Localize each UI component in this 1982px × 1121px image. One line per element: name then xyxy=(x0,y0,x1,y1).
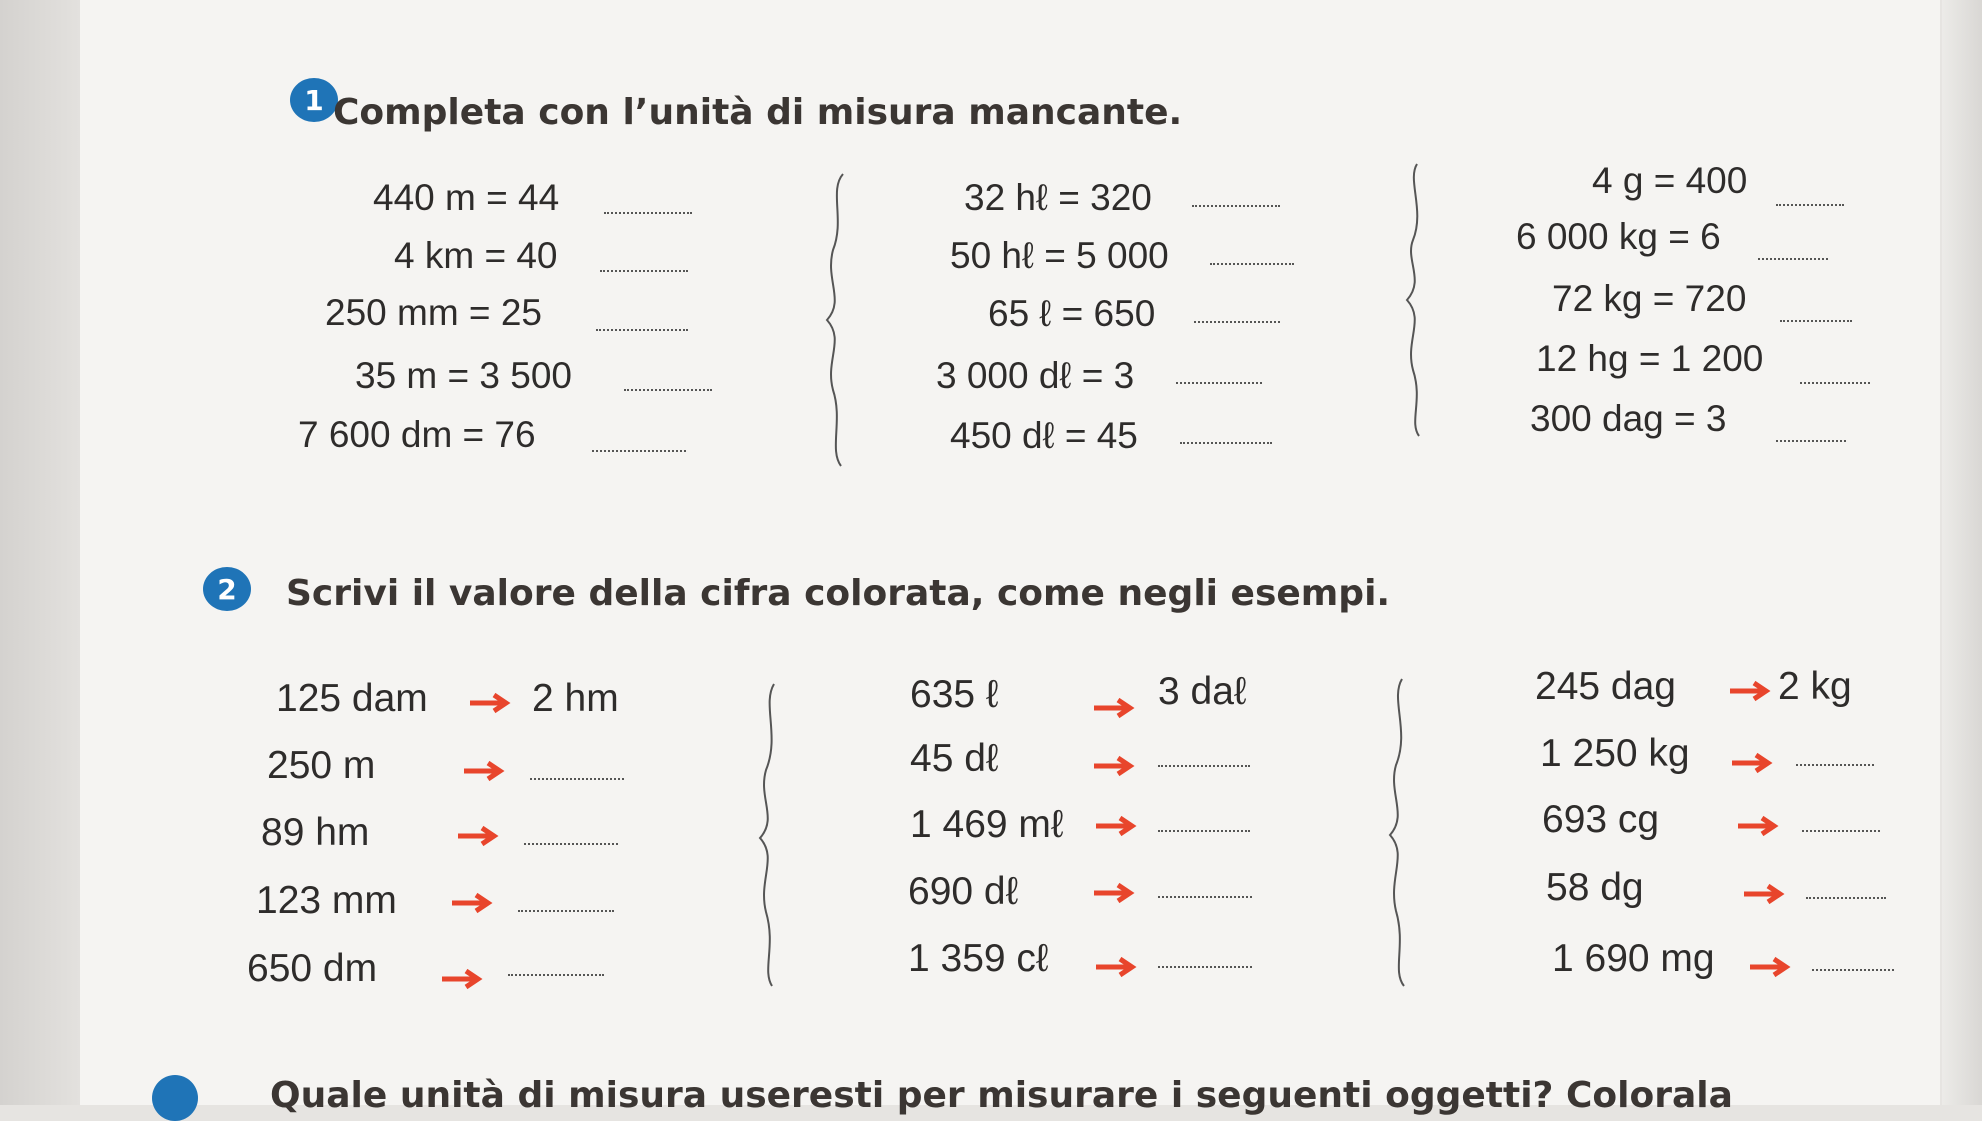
ex1-equation: 450 dℓ = 45 xyxy=(950,415,1138,456)
arrow-right-icon xyxy=(456,825,500,847)
arrow-right-icon xyxy=(1730,752,1774,774)
ex2-answer-blank[interactable] xyxy=(1812,969,1894,971)
ex1-equation: 72 kg = 720 xyxy=(1552,278,1747,319)
arrow-right-icon xyxy=(1736,815,1780,837)
brace-separator xyxy=(1378,675,1418,990)
ex2-answer-blank[interactable] xyxy=(1158,896,1252,898)
ex1-equation: 4 g = 400 xyxy=(1592,160,1748,201)
ex1-answer-blank[interactable] xyxy=(1800,382,1870,384)
ex1-equation: 250 mm = 25 xyxy=(325,292,542,333)
ex1-equation: 4 km = 40 xyxy=(394,235,558,276)
ex2-quantity: 245 dag xyxy=(1535,665,1676,708)
ex2-quantity: 635 ℓ xyxy=(910,673,999,716)
ex2-answer: 3 daℓ xyxy=(1158,670,1247,713)
arrow-right-icon xyxy=(450,892,494,914)
ex1-equation: 35 m = 3 500 xyxy=(355,355,573,396)
ex1-answer-blank[interactable] xyxy=(1194,321,1280,323)
ex2-quantity: 123 mm xyxy=(256,879,397,922)
arrow-right-icon xyxy=(1094,956,1138,978)
ex2-quantity: 1 250 kg xyxy=(1540,732,1690,775)
exercise-2-number-badge: 2 xyxy=(203,567,251,611)
ex2-quantity: 690 dℓ xyxy=(908,870,1019,913)
ex1-equation: 3 000 dℓ = 3 xyxy=(936,355,1135,396)
arrow-right-icon xyxy=(1092,755,1136,777)
ex1-equation: 65 ℓ = 650 xyxy=(988,293,1156,334)
ex1-answer-blank[interactable] xyxy=(592,450,686,452)
ex1-answer-blank[interactable] xyxy=(596,329,688,331)
ex1-equation: 32 hℓ = 320 xyxy=(964,177,1152,218)
arrow-right-icon xyxy=(462,760,506,782)
ex2-quantity: 58 dg xyxy=(1546,866,1644,909)
ex1-equation: 440 m = 44 xyxy=(373,177,560,218)
arrow-right-icon xyxy=(440,968,484,990)
arrow-right-icon xyxy=(1092,882,1136,904)
arrow-right-icon xyxy=(1092,697,1136,719)
ex2-answer-blank[interactable] xyxy=(1806,897,1886,899)
ex2-quantity: 89 hm xyxy=(261,811,370,854)
ex2-answer-blank[interactable] xyxy=(1796,764,1874,766)
ex1-answer-blank[interactable] xyxy=(1180,442,1272,444)
ex1-answer-blank[interactable] xyxy=(624,389,712,391)
brace-separator xyxy=(815,170,855,470)
exercise-3-number-badge xyxy=(152,1075,198,1121)
ex1-answer-blank[interactable] xyxy=(1176,382,1262,384)
ex2-quantity: 650 dm xyxy=(247,947,378,990)
ex2-answer-blank[interactable] xyxy=(1158,966,1252,968)
ex2-answer-blank[interactable] xyxy=(518,910,614,912)
ex2-quantity: 125 dam xyxy=(276,677,428,720)
ex1-equation: 12 hg = 1 200 xyxy=(1536,338,1764,379)
ex2-quantity: 1 469 mℓ xyxy=(910,803,1064,846)
exercise-1-instruction: Completa con l’unità di misura mancante. xyxy=(333,92,1183,133)
ex1-equation: 6 000 kg = 6 xyxy=(1516,216,1721,257)
ex2-answer-blank[interactable] xyxy=(1158,765,1250,767)
exercise-1-number-badge: 1 xyxy=(290,78,338,122)
ex1-answer-blank[interactable] xyxy=(600,270,688,272)
ex2-answer-blank[interactable] xyxy=(530,778,624,780)
ex1-equation: 50 hℓ = 5 000 xyxy=(950,235,1169,276)
ex1-equation: 7 600 dm = 76 xyxy=(298,414,536,455)
ex2-quantity: 693 cg xyxy=(1542,798,1660,841)
brace-separator xyxy=(1395,160,1435,440)
page-edge-shadow xyxy=(0,0,80,1105)
ex1-answer-blank[interactable] xyxy=(1210,263,1294,265)
page-fold-shadow xyxy=(1942,0,1982,1105)
ex2-answer-blank[interactable] xyxy=(1158,830,1250,832)
arrow-right-icon xyxy=(1748,956,1792,978)
ex1-answer-blank[interactable] xyxy=(1192,205,1280,207)
ex1-answer-blank[interactable] xyxy=(1758,258,1828,260)
ex1-answer-blank[interactable] xyxy=(1776,440,1846,442)
arrow-right-icon xyxy=(1728,680,1772,702)
ex2-quantity: 1 359 cℓ xyxy=(908,937,1049,980)
ex2-answer: 2 kg xyxy=(1778,665,1852,708)
exercise-2-instruction: Scrivi il valore della cifra colorata, come negli esempi. xyxy=(286,573,1391,614)
ex2-quantity: 1 690 mg xyxy=(1552,937,1715,980)
arrow-right-icon xyxy=(468,692,512,714)
ex2-answer-blank[interactable] xyxy=(1802,830,1880,832)
ex1-equation: 300 dag = 3 xyxy=(1530,398,1727,439)
arrow-right-icon xyxy=(1742,883,1786,905)
ex2-quantity: 250 m xyxy=(267,744,376,787)
ex1-answer-blank[interactable] xyxy=(1776,204,1844,206)
arrow-right-icon xyxy=(1094,815,1138,837)
ex1-answer-blank[interactable] xyxy=(604,212,692,214)
ex2-answer: 2 hm xyxy=(532,677,619,720)
brace-separator xyxy=(748,680,788,990)
ex1-answer-blank[interactable] xyxy=(1780,320,1852,322)
exercise-3-instruction: Quale unità di misura useresti per misurare i seguenti oggetti? Colorala xyxy=(270,1075,1733,1116)
ex2-answer-blank[interactable] xyxy=(524,843,618,845)
ex2-quantity: 45 dℓ xyxy=(910,737,999,780)
ex2-answer-blank[interactable] xyxy=(508,974,604,976)
